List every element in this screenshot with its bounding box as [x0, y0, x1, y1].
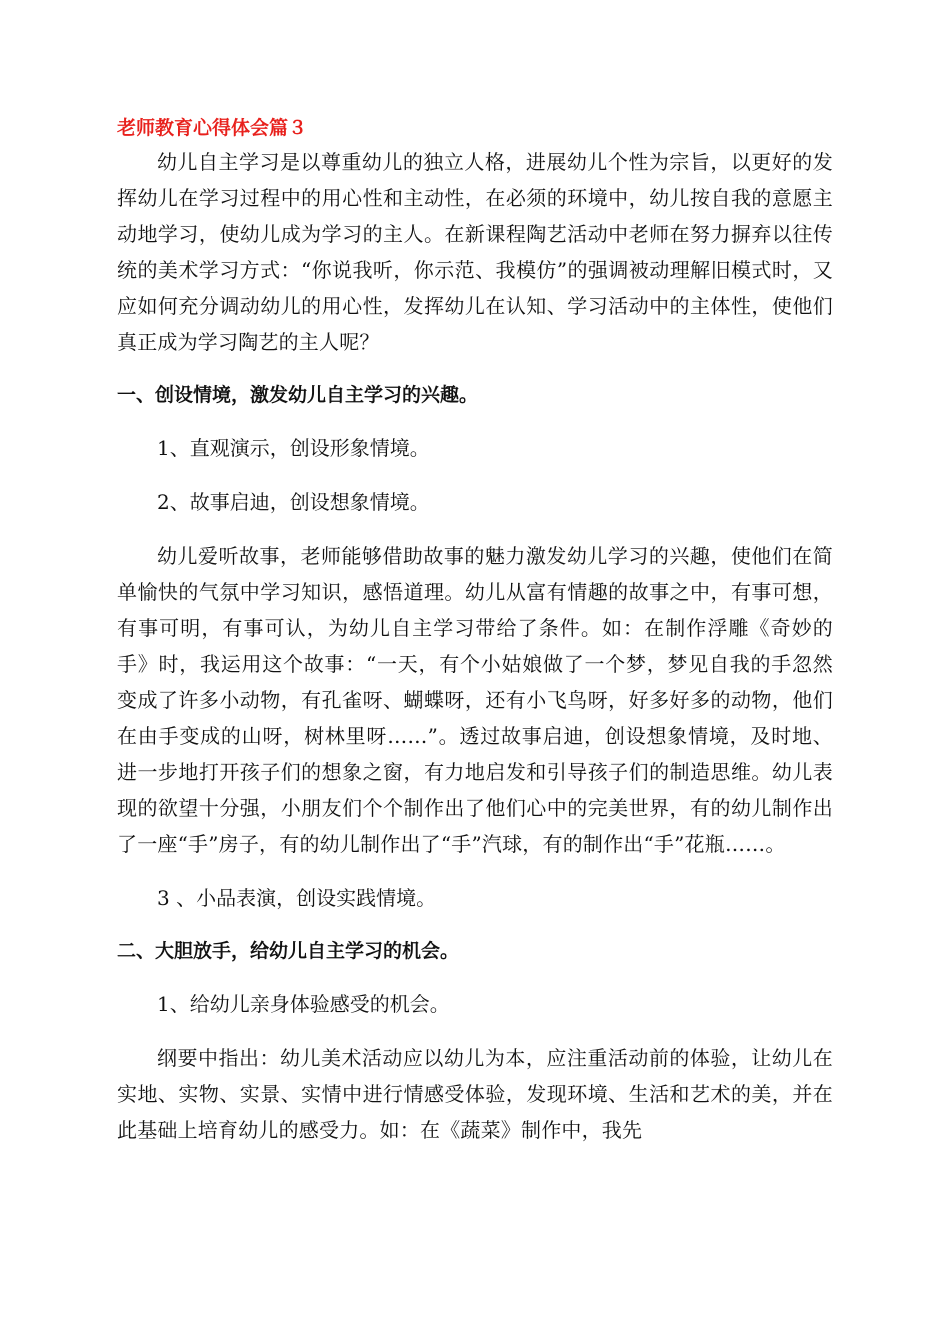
section1-item3: 3 、小品表演，创设实践情境。	[157, 886, 437, 910]
spacer	[117, 916, 833, 933]
spacer	[117, 413, 833, 430]
section2-paragraph: 纲要中指出：幼儿美术活动应以幼儿为本，应注重活动前的体验，让幼儿在实地、实物、实景、实情中进行情感受体验，发现环境、生活和艺术的美，并在此基础上培育幼儿的感受力。如：在《蔬菜》制作中，我先	[117, 1046, 833, 1142]
intro-paragraph: 幼儿自主学习是以尊重幼儿的独立人格，进展幼儿个性为宗旨，以更好的发挥幼儿在学习过程中的用心性和主动性，在必须的环境中，幼儿按自我的意愿主动地学习，使幼儿成为学习的主人。在新课程陶艺活动中老师在努力摒弃以往传统的美术学习方式：“你说我听，你示范、我模仿”的强调被动理解旧模式时，又应如何充分调动幼儿的用心性，发挥幼儿在认知、学习活动中的主体性，使他们真正成为学习陶艺的主人呢？	[117, 150, 833, 354]
document-title: 老师教育心得体会篇３	[117, 117, 308, 139]
section2-heading: 二、大胆放手，给幼儿自主学习的机会。	[117, 940, 460, 962]
section1-item2: 2、故事启迪，创设想象情境。	[157, 490, 430, 514]
spacer	[117, 520, 833, 538]
section1-heading: 一、创设情境，激发幼儿自主学习的兴趣。	[117, 384, 479, 406]
spacer	[117, 862, 833, 880]
spacer	[117, 1022, 833, 1040]
section2-item1: 1、给幼儿亲身体验感受的机会。	[157, 992, 450, 1016]
document-page	[117, 112, 833, 1148]
spacer	[117, 360, 833, 377]
spacer	[117, 466, 833, 484]
section1-paragraph: 幼儿爱听故事，老师能够借助故事的魅力激发幼儿学习的兴趣，使他们在简单愉快的气氛中学习知识，感悟道理。幼儿从富有情趣的故事之中，有事可想，有事可明，有事可认，为幼儿自主学习带给了条件。如：在制作浮雕《奇妙的手》时，我运用这个故事：“一天，有个小姑娘做了一个梦，梦见自我的手忽然变成了许多小动物，有孔雀呀、蝴蝶呀，还有小飞鸟呀，好多好多的动物，他们在由手变成的山呀，树林里呀……”。透过故事启迪，创设想象情境，及时地、进一步地打开孩子们的想象之窗，有力地启发和引导孩子们的制造思维。幼儿表现的欲望十分强，小朋友们个个制作出了他们心中的完美世界，有的幼儿制作出了一座“手”房子，有的幼儿制作出了“手”汽球，有的制作出“手”花瓶……。	[117, 544, 833, 856]
spacer	[117, 969, 833, 986]
section1-item1: 1、直观演示，创设形象情境。	[157, 436, 430, 460]
